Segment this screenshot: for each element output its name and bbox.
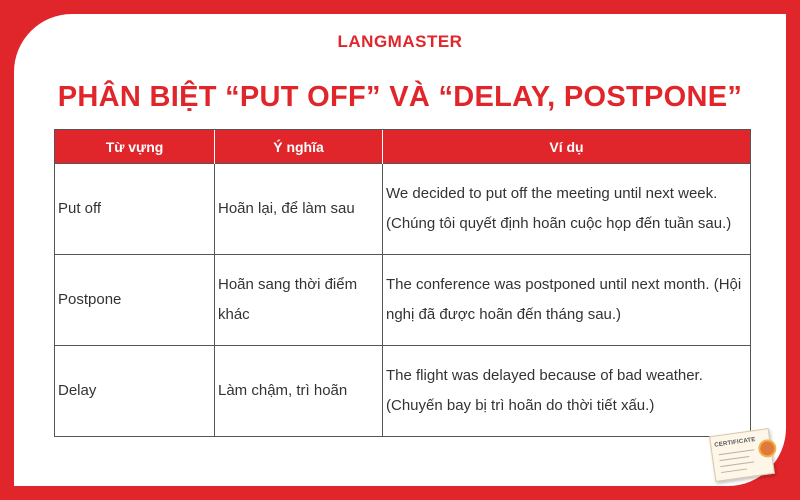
meaning-cell: Làm chậm, trì hoãn bbox=[215, 346, 383, 437]
vocabulary-table bbox=[54, 129, 751, 437]
column-header-vocab: Từ vựng bbox=[55, 130, 215, 164]
vocab-cell: Delay bbox=[55, 346, 215, 437]
table-row bbox=[55, 346, 751, 437]
vocab-cell: Put off bbox=[55, 164, 215, 255]
certificate-line bbox=[720, 461, 754, 467]
example-cell: The flight was delayed because of bad weather. (Chuyến bay bị trì hoãn do thời tiết xấu.) bbox=[383, 346, 751, 437]
certificate-icon bbox=[709, 428, 775, 482]
content-card bbox=[14, 14, 786, 486]
example-cell: We decided to put off the meeting until next week. (Chúng tôi quyết định hoãn cuộc họp đến tuần sau.) bbox=[383, 164, 751, 255]
vocab-cell: Postpone bbox=[55, 255, 215, 346]
certificate-label: CERTIFICATE bbox=[714, 437, 756, 449]
page-title: PHÂN BIỆT “PUT OFF” VÀ “DELAY, POSTPONE” bbox=[57, 81, 743, 113]
meaning-cell: Hoãn sang thời điểm khác bbox=[215, 255, 383, 346]
column-header-example: Ví dụ bbox=[383, 130, 751, 164]
meaning-cell: Hoãn lại, để làm sau bbox=[215, 164, 383, 255]
table-row bbox=[55, 255, 751, 346]
table-row bbox=[55, 164, 751, 255]
table-header-row bbox=[55, 130, 751, 164]
brand-logo: LANGMASTER bbox=[337, 32, 463, 51]
certificate-line bbox=[719, 449, 755, 455]
column-header-meaning: Ý nghĩa bbox=[215, 130, 383, 164]
certificate-line bbox=[720, 456, 750, 461]
certificate-line bbox=[721, 468, 747, 473]
example-cell: The conference was postponed until next month. (Hội nghị đã được hoãn đến tháng sau.) bbox=[383, 255, 751, 346]
